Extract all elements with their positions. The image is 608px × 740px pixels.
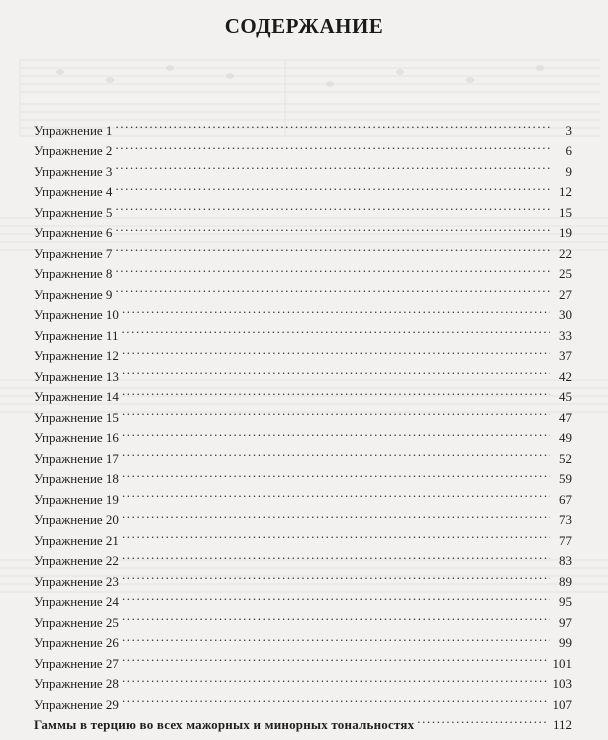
table-of-contents xyxy=(34,114,572,732)
dot-leader xyxy=(122,688,549,709)
toc-entry-page-number: 30 xyxy=(559,307,572,322)
toc-entry[interactable] xyxy=(34,155,572,179)
toc-entry-label: Упражнение 21 xyxy=(34,532,119,548)
dot-leader xyxy=(115,135,550,156)
toc-entry-page-number: 47 xyxy=(559,409,572,425)
toc-entry[interactable] xyxy=(34,258,572,279)
dot-leader xyxy=(122,340,550,361)
toc-entry-label: Упражнение 27 xyxy=(34,655,119,671)
toc-entry-page-number: 99 xyxy=(559,635,572,650)
page-title: СОДЕРЖАНИЕ xyxy=(224,14,384,38)
toc-entry-label: Упражнение 19 xyxy=(34,491,119,507)
dot-leader xyxy=(122,422,550,443)
toc-entry[interactable] xyxy=(34,135,572,156)
toc-entry-page-number: 15 xyxy=(559,204,572,220)
toc-entry-page-number: 103 xyxy=(552,676,572,691)
toc-entry-label: Упражнение 7 xyxy=(34,245,113,261)
dot-leader xyxy=(122,401,550,422)
toc-entry-page-number: 73 xyxy=(559,512,572,527)
dot-leader xyxy=(115,196,550,217)
dot-leader xyxy=(122,627,550,648)
dot-leader xyxy=(115,155,550,176)
toc-entry-page-number: 112 xyxy=(552,717,572,732)
dot-leader xyxy=(115,176,550,197)
dot-leader xyxy=(121,319,550,340)
dot-leader xyxy=(122,381,550,402)
toc-entry-label: Упражнение 12 xyxy=(34,348,119,363)
toc-entry[interactable] xyxy=(34,278,572,302)
dot-leader xyxy=(115,114,550,135)
toc-entry-label: Упражнение 28 xyxy=(34,676,119,691)
toc-entry-label: Упражнение 24 xyxy=(34,594,119,609)
toc-entry-page-number: 12 xyxy=(559,184,572,199)
toc-entry-label: Упражнение 8 xyxy=(34,266,113,281)
dot-leader xyxy=(115,278,550,299)
toc-entry-label: Упражнение 1 xyxy=(34,122,113,138)
toc-entry-page-number: 6 xyxy=(565,143,572,158)
toc-entry-page-number: 89 xyxy=(559,573,572,589)
toc-entry-page-number: 45 xyxy=(559,389,572,404)
dot-leader xyxy=(417,709,549,730)
toc-entry-label: Упражнение 25 xyxy=(34,614,119,630)
toc-entry-page-number: 49 xyxy=(559,430,572,445)
toc-entry-page-number: 107 xyxy=(552,696,572,712)
toc-entry-label: Гаммы в терцию во всех мажорных и минорных тональностях xyxy=(34,717,415,732)
toc-entry-label: Упражнение 11 xyxy=(34,327,119,343)
toc-entry-label: Упражнение 29 xyxy=(34,696,119,712)
toc-entry[interactable] xyxy=(34,114,572,138)
toc-entry-label: Упражнение 16 xyxy=(34,430,119,445)
dot-leader xyxy=(115,237,550,258)
toc-entry-page-number: 25 xyxy=(559,266,572,281)
dot-leader xyxy=(115,258,550,279)
toc-entry-page-number: 52 xyxy=(559,450,572,466)
dot-leader xyxy=(115,217,550,238)
toc-entry-label: Упражнение 10 xyxy=(34,307,119,322)
toc-entry-label: Упражнение 26 xyxy=(34,635,119,650)
toc-entry-page-number: 101 xyxy=(552,655,572,671)
toc-entry-label: Упражнение 23 xyxy=(34,573,119,589)
dot-leader xyxy=(122,565,550,586)
toc-entry-page-number: 37 xyxy=(559,348,572,363)
toc-entry-label: Упражнение 17 xyxy=(34,450,119,466)
toc-entry[interactable] xyxy=(34,176,572,197)
dot-leader xyxy=(122,483,550,504)
toc-entry-label: Упражнение 4 xyxy=(34,184,113,199)
toc-entry-label: Упражнение 14 xyxy=(34,389,119,404)
toc-entry-page-number: 95 xyxy=(559,594,572,609)
toc-entry[interactable] xyxy=(34,237,572,261)
dot-leader xyxy=(122,647,549,668)
dot-leader xyxy=(122,463,550,484)
toc-entry-label: Упражнение 3 xyxy=(34,163,113,179)
toc-entry-label: Упражнение 13 xyxy=(34,368,119,384)
toc-entry[interactable] xyxy=(34,196,572,220)
toc-entry-label: Упражнение 5 xyxy=(34,204,113,220)
dot-leader xyxy=(122,668,549,689)
dot-leader xyxy=(122,442,550,463)
toc-entry-label: Упражнение 15 xyxy=(34,409,119,425)
toc-entry-label: Упражнение 2 xyxy=(34,143,113,158)
toc-entry-page-number: 67 xyxy=(559,491,572,507)
dot-leader xyxy=(122,606,550,627)
toc-entry-page-number: 42 xyxy=(559,368,572,384)
toc-entry-page-number: 19 xyxy=(559,225,572,240)
toc-entry-label: Упражнение 18 xyxy=(34,471,119,486)
dot-leader xyxy=(122,545,550,566)
toc-entry-page-number: 59 xyxy=(559,471,572,486)
toc-entry-page-number: 3 xyxy=(565,122,572,138)
dot-leader xyxy=(122,524,550,545)
toc-entry-page-number: 33 xyxy=(559,327,572,343)
toc-entry-page-number: 9 xyxy=(565,163,572,179)
toc-entry-page-number: 77 xyxy=(559,532,572,548)
toc-entry-label: Упражнение 20 xyxy=(34,512,119,527)
toc-entry-page-number: 22 xyxy=(559,245,572,261)
toc-entry-label: Упражнение 22 xyxy=(34,553,119,568)
toc-entry-label: Упражнение 6 xyxy=(34,225,113,240)
toc-entry-page-number: 83 xyxy=(559,553,572,568)
toc-entry-page-number: 97 xyxy=(559,614,572,630)
toc-entry-page-number: 27 xyxy=(559,286,572,302)
toc-entry-label: Упражнение 9 xyxy=(34,286,113,302)
dot-leader xyxy=(122,360,550,381)
dot-leader xyxy=(122,299,550,320)
toc-entry[interactable] xyxy=(34,217,572,238)
dot-leader xyxy=(122,504,550,525)
dot-leader xyxy=(122,586,550,607)
